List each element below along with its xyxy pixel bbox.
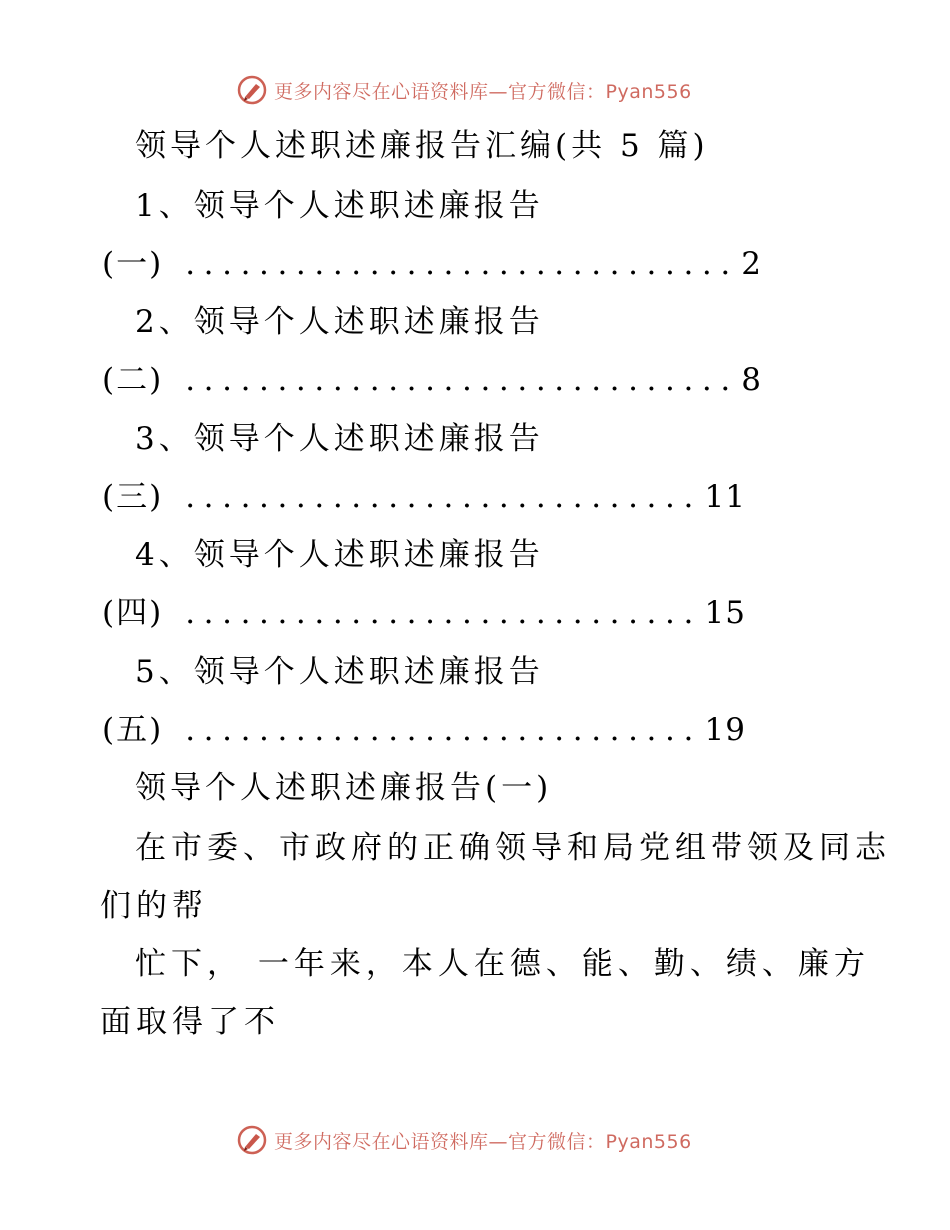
toc-entry-5-label: 5、领导个人述职述廉报告	[135, 654, 544, 690]
toc-entry-number: (五)	[102, 712, 164, 748]
section-heading: 领导个人述职述廉报告(一)	[135, 770, 553, 806]
watermark-text: 更多内容尽在心语资料库—官方微信：Pyan556	[274, 80, 692, 103]
toc-entry-5-row[interactable]	[102, 710, 746, 750]
toc-leader-dots	[185, 360, 735, 400]
toc-entry-number: (四)	[102, 595, 164, 631]
pen-logo-icon	[236, 1124, 268, 1156]
toc-entry-4-label: 4、领导个人述职述廉报告	[135, 537, 544, 573]
toc-entry-number: (一)	[102, 246, 164, 282]
toc-page-number: 11	[704, 479, 746, 515]
toc-entry-3-label: 3、领导个人述职述廉报告	[135, 421, 544, 457]
toc-leader-dots	[185, 710, 698, 750]
toc-page-number: 15	[704, 595, 746, 631]
toc-entry-1-row[interactable]	[102, 244, 762, 284]
toc-page-number: 19	[704, 712, 746, 748]
body-line-2: 们的帮	[100, 888, 208, 924]
toc-entry-1-label: 1、领导个人述职述廉报告	[135, 188, 544, 224]
toc-page-number: 8	[741, 362, 762, 398]
toc-entry-4-row[interactable]	[102, 593, 746, 633]
pen-logo-icon	[236, 74, 268, 106]
toc-leader-dots	[185, 477, 698, 517]
body-line-4: 面取得了不	[100, 1004, 280, 1040]
footer-watermark	[236, 1122, 692, 1158]
toc-entry-2-row[interactable]	[102, 360, 762, 400]
toc-entry-2-label: 2、领导个人述职述廉报告	[135, 304, 544, 340]
body-line-1: 在市委、市政府的正确领导和局党组带领及同志	[135, 830, 891, 866]
watermark-text: 更多内容尽在心语资料库—官方微信：Pyan556	[274, 1130, 692, 1153]
toc-entry-3-row[interactable]	[102, 477, 746, 517]
header-watermark	[236, 72, 692, 108]
document-title: 领导个人述职述廉报告汇编(共 5 篇)	[135, 128, 709, 164]
toc-entry-number: (三)	[102, 479, 164, 515]
body-line-3: 忙下， 一年来，本人在德、能、勤、绩、廉方	[135, 946, 870, 982]
toc-leader-dots	[185, 244, 735, 284]
toc-entry-number: (二)	[102, 362, 164, 398]
toc-page-number: 2	[741, 246, 762, 282]
toc-leader-dots	[185, 593, 698, 633]
